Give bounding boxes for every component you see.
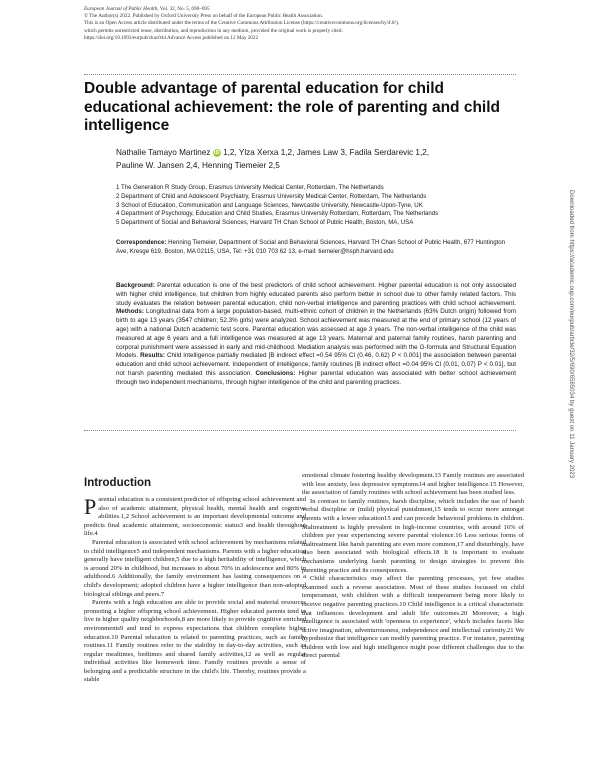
author-list (116, 146, 516, 172)
affiliation-3: 3 School of Education, Communication and Language Sciences, Newcastle University, Newcastle-Upon-Tyne, UK (116, 201, 423, 209)
affiliation-4: 4 Department of Psychology, Education and Child Studies, Erasmus University Rotterdam, Rotterdam, The Netherlands (116, 210, 439, 218)
copyright-line: © The Author(s) 2022. Published by Oxford University Press on behalf of the European Public Health Association. (84, 13, 323, 20)
download-side-note (568, 190, 578, 690)
abstract-methods-label: Methods: (116, 308, 144, 316)
affiliations (116, 184, 526, 228)
journal-name: European Journal of Public Health (84, 6, 158, 12)
section-heading-introduction: Introduction (84, 477, 152, 489)
first-author[interactable]: Nathalie Tamayo Martinez (116, 148, 211, 157)
dotted-divider-bottom (84, 430, 516, 431)
author-line-2: Pauline W. Jansen 2,4, Henning Tiemeier 2,5 (116, 161, 280, 170)
abstract (116, 282, 516, 388)
abstract-results-label: Results: (140, 352, 165, 360)
paragraph: emotional climate fostering healthy development.13 Family routines are associated with less anxiety, less depressive symptoms14 and higher intelligence.15 However, the association of family routines with school achievement has been studied less. (302, 472, 524, 497)
abstract-background-label: Background: (116, 282, 155, 289)
paragraph: Child characteristics may affect the parenting processes, yet few studies examined such a reverse association. Most of these studies focussed on child temperament, with children with a difficult temperament being more likely to receive negative parenting practices.19 Child intelligence is a critical characteristic that influences development and adult life outcomes.20 Moreover, a high intelligence is associated with 'openness to experience', which includes facets like active imagination, adventurousness, independence and intellectual curiosity.21 We hypothesize that intelligence can modify parenting practice. For instance, parenting children with low and high intelligence might pose different challenges due to the direct parental (302, 575, 524, 660)
correspondence-label: Correspondence: (116, 239, 167, 246)
correspondence-text: Henning Tiemeier, Department of Social and Behavioral Sciences, Harvard TH Chan School of Public Health, 677 Huntington Ave, Kresge 619, Boston, MA 02115, USA, Tel: +31 010 703 62 13, e-mail: tiemeier@hsph.harvard.edu (116, 239, 506, 255)
abstract-results: Child intelligence partially mediated [B indirect effect =0.54 95% CI (0.46, 0.62) P < 0.001] the association between parental education and child school achievement. Independent of intelligence, family routines [B indirect effect =0.04 95% CI (0.01, 0.07) P < 0.01], but not harsh parenting mediated this association. (116, 352, 517, 377)
author-line-1: 1,2, Ylza Xerxa 1,2, James Law 3, Fadila Serdarevic 1,2, (220, 148, 430, 157)
journal-citation: European Journal of Public Health, Vol. 32, No. 5, 690–695 (84, 6, 210, 12)
affiliation-2: 2 Department of Child and Adolescent Psychiatry, Erasmus University Medical Center, Rotterdam, The Netherlands (116, 192, 427, 200)
license-line: This is an Open Access article distributed under the terms of the Creative Commons Attribution License (https://creativecommons.org/licenses/by/4.0/), (84, 20, 399, 27)
drop-cap: P (84, 494, 97, 519)
correspondence (116, 239, 516, 257)
abstract-background: Parental education is one of the best predictors of child school achievement. Higher parental education is not only associated with higher child intelligence, but children from highly educated parents also perform better in school due to other family related factors. This study evaluates the relation between parental education, child non-verbal intelligence and parenting practices with child school achievement. (116, 282, 516, 307)
dotted-divider-top (84, 74, 516, 75)
journal-header (84, 6, 504, 42)
abstract-methods: Longitudinal data from a large population-based, multi-ethnic cohort of children in the Netherlands (63% Dutch origin) followed from birth to age 13 years (3547 children; 52.3% girls) were analyzed. School achievement was measured at the end of primary school (12 years of age) with a national Dutch academic test score. Parental education was assessed at age 3 years. The non-verbal intelligence of the child was measured at age 6 years and a full intelligence was measured at age 13 years. Maternal and paternal family routines, harsh parenting and corporal punishment were assessed in early and mid-childhood. Mediation analysis was performed with the G-formula and Structural Equation Models. (116, 308, 516, 360)
doi-line[interactable]: https://doi.org/10.1093/eurpub/ckac044 Advance Access published on 12 May 2022 (84, 34, 259, 41)
affiliation-1: 1 The Generation R Study Group, Erasmus University Medical Center, Rotterdam, The Netherlands (116, 184, 384, 191)
orcid-icon[interactable]: iD (214, 149, 220, 156)
paragraph: Parental education is associated with school achievement by mechanisms related to child intelligence5 and independent mechanisms. Parents with a higher education generally have intelligent children,5 due to a high heritability of intelligence, which is around 20% in childhood, but increases to about 70% in adolescence and 80% in adulthood.6 Additionally, the family environment has lasting consequences on a child's development; adopted children have a higher intelligence than non-adopted biological siblings and peers.7 (84, 538, 306, 598)
abstract-conclusions-label: Conclusions: (255, 369, 296, 377)
body-column-left (84, 475, 306, 685)
body-column-right (302, 472, 524, 661)
abstract-conclusions: Higher parental education was associated with better school achievement through two independent mechanisms, through higher intelligence of the child and parenting practices. (116, 369, 517, 386)
paragraph: Parents with a high education are able to provide social and material resources promoting a higher offspring school achievement. Higher educated parents tend to live in higher quality neighborhoods,8 are more likely to provide cognitive enriched environments9 and tend to express expectations that children complete higher education.10 Parental education is related to parenting practices, such as family routines.11 Family routines refer to the stability in day-to-day activities, such as regular mealtimes, bedtimes and shared family activities,12 as well as regular individual activities like homework time. Family routines provide a sense of belonging and a predictable structure in the child's life. Thereby, routines provide a stable (84, 599, 306, 684)
affiliation-5: 5 Department of Social and Behavioral Sciences, Harvard TH Chan School of Public Health, Boston, MA, USA (116, 219, 414, 227)
paragraph: In contrast to family routines, harsh discipline, which includes the use of harsh verbal discipline or (mild) physical punishment,15 tends to occur more amongst parents with a lower education15 and can precede behavioral problems in children. Maltreatment is highly prevalent in high-income countries, with around 16% of children per year experiencing severe parental violence.16 Less serious forms of maltreatment like harsh parenting are even more common,17 and disturbingly, have also been associated with biological effects.18 It is important to evaluate mechanisms underlying harsh parenting to design strategies to prevent this parenting practice and its consequences. (302, 497, 524, 574)
paragraph: Parental education is a consistent predictor of offspring school achievement and also of academic attainment, physical health, mental health and cognitive abilities.1,2 School achievement is an important developmental outcome and predicts final academic attainment, socioeconomic status3 and health throughout life.4 (84, 494, 306, 538)
license-line-2: which permits unrestricted reuse, distribution, and reproduction in any medium, provided the original work is properly cited. (84, 27, 343, 34)
download-note-text[interactable]: Downloaded from https://academic.oup.com/eurpub/article/32/5/690/6585034 by guest on 11 January 2023 (568, 190, 575, 479)
article-title: Double advantage of parental education for child educational achievement: the role of parenting and child intelligence (84, 80, 500, 134)
